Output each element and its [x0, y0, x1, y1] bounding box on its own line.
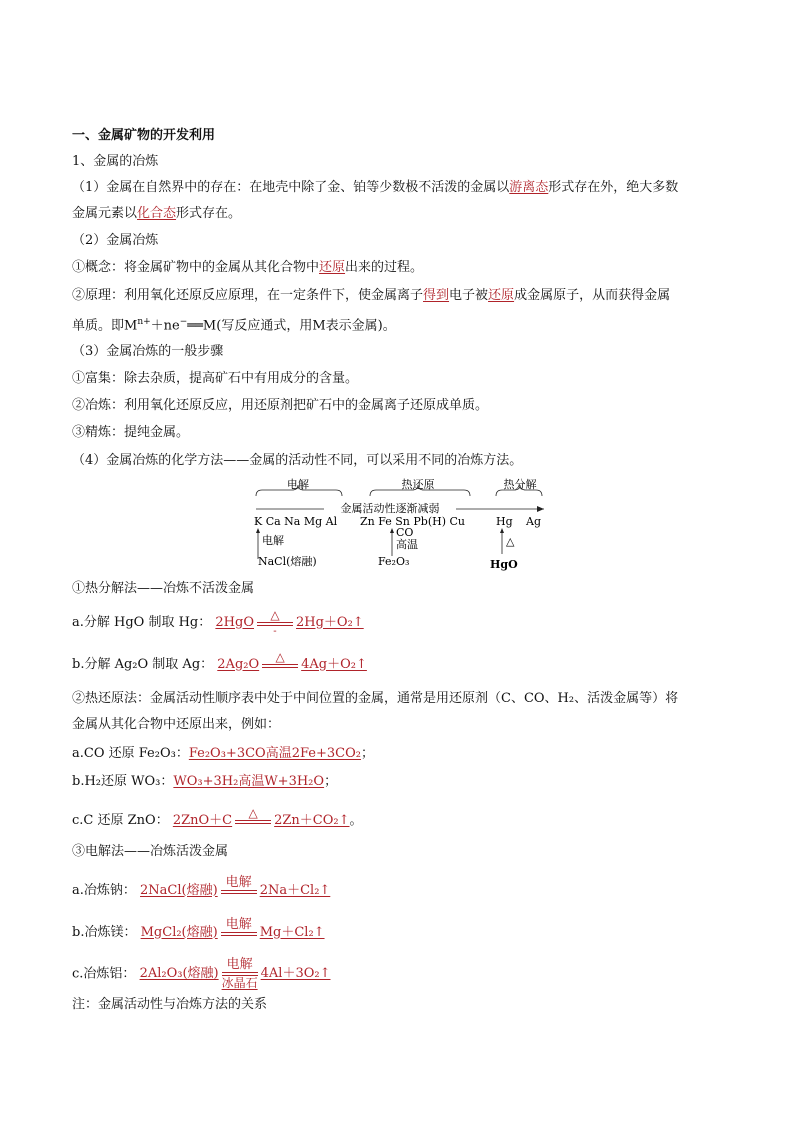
products: 2Hg＋O₂↑ — [296, 614, 364, 630]
eq-label: c.C 还原 ZnO： — [72, 813, 169, 828]
metal-hg: Hg — [496, 515, 513, 528]
eq-zno — [72, 806, 363, 835]
equals-bar — [235, 820, 271, 824]
arrow-head — [390, 528, 394, 533]
text: （1）金属在自然界中的存在：在地壳中除了金、铂等少数极不活泼的金属以 — [72, 180, 510, 195]
equation — [173, 806, 350, 835]
cond-heat: △ — [506, 535, 515, 548]
eq-hgo — [72, 608, 364, 637]
condition-bottom: 冰晶石 — [221, 976, 258, 990]
text: 电子被 — [449, 288, 489, 303]
step-enrich: ①富集：除去杂质，提高矿石中有用成分的含量。 — [72, 371, 359, 386]
step-refine: ③精炼：提纯金属。 — [72, 425, 190, 440]
eq-ag2o — [72, 650, 367, 679]
src-nacl: NaCl(熔融) — [258, 555, 317, 568]
reactants: MgCl₂(熔融) — [140, 924, 218, 940]
paragraph-existence-line2 — [72, 205, 241, 223]
eq-label: b.冶炼镁： — [72, 925, 137, 940]
eq-na — [72, 876, 330, 905]
condition — [222, 958, 258, 990]
condition — [235, 806, 271, 835]
cond-co: CO — [396, 526, 414, 539]
condition-top: △ — [248, 806, 258, 820]
reactants: 2NaCl(熔融) — [140, 882, 218, 898]
equation — [140, 876, 330, 905]
eq-label: a.冶炼钠： — [72, 883, 136, 898]
condition — [221, 876, 257, 905]
punct: ； — [360, 746, 374, 761]
method-thermal-reduction-line1: ②热还原法：金属活动性顺序表中处于中间位置的金属，通常是用还原剂（C、CO、H₂、活泼金属等）将 — [72, 691, 679, 706]
subheading-smelting: （2）金属冶炼 — [72, 233, 159, 248]
answer-combined-state: 化合态 — [137, 206, 177, 221]
method-thermal-reduction-line2: 金属从其化合物中还原出来，例如： — [72, 717, 281, 732]
equals-bar — [262, 664, 298, 668]
equals-bar — [221, 932, 257, 936]
eq-wo3 — [72, 773, 337, 791]
reactants: 2Al₂O₃(熔融) — [139, 966, 219, 981]
arrow-label: 金属活动性逐渐减弱 — [340, 502, 440, 515]
equation — [217, 650, 367, 679]
text: ①概念：将金属矿物中的金属从其化合物中 — [72, 260, 320, 275]
condition-top: 电解 — [225, 917, 252, 932]
text: 单质。即M — [72, 318, 138, 334]
eq-label: c.冶炼铝： — [72, 966, 136, 982]
paragraph-existence-line1 — [72, 179, 678, 197]
metal-ag: Ag — [526, 515, 541, 528]
punct: ； — [324, 774, 338, 789]
eq-label: a.CO 还原 Fe₂O₃： — [72, 746, 189, 761]
condition-top: 电解 — [225, 875, 252, 890]
equation: Fe₂O₃+3CO高温2Fe+3CO₂ — [188, 746, 361, 761]
condition-top: △ — [270, 608, 280, 622]
label-electrolysis: 电解 — [287, 478, 309, 491]
concept-line — [72, 259, 423, 277]
answer-reduced: 还原 — [488, 288, 515, 303]
principle-line1 — [72, 287, 670, 305]
answer-reduce: 还原 — [319, 260, 346, 275]
arrow-head — [500, 528, 504, 533]
eq-mg — [72, 918, 325, 947]
reactants: 2ZnO＋C — [172, 812, 233, 828]
method-electrolysis: ③电解法——冶炼活泼金属 — [72, 844, 229, 859]
section-title: 一、金属矿物的开发利用 — [72, 128, 216, 143]
text: ②原理：利用氧化还原反应原理，在一定条件下，使金属离子 — [72, 288, 424, 303]
answer-free-state: 游离态 — [509, 180, 549, 195]
text: ＋ne — [150, 318, 180, 334]
method-thermal-decomp: ①热分解法——冶炼不活泼金属 — [72, 581, 255, 596]
cond-high-temp: 高温 — [396, 538, 418, 551]
condition-top: △ — [275, 650, 285, 664]
eq-al — [72, 958, 330, 990]
metals-active: K Ca Na Mg Al — [254, 515, 338, 528]
condition — [262, 650, 298, 679]
note: 注：金属活动性与冶炼方法的关系 — [72, 997, 268, 1012]
arrow-head — [256, 528, 260, 533]
src-fe2o3: Fe₂O₃ — [378, 555, 410, 568]
condition — [257, 608, 293, 637]
eq-label: b.分解 Ag₂O 制取 Ag： — [72, 657, 214, 672]
equation: WO₃+3H₂高温W+3H₂O — [173, 774, 325, 789]
equals-bar — [221, 890, 257, 894]
condition — [221, 918, 257, 947]
eq-label: b.H₂还原 WO₃： — [72, 774, 174, 789]
src-hgo: HgO — [490, 558, 518, 571]
eq-fe2o3 — [72, 745, 374, 763]
reactants: 2Ag₂O — [217, 656, 260, 672]
text: 金属元素以 — [72, 206, 138, 221]
products: 4Ag＋O₂↑ — [301, 656, 367, 672]
superscript: − — [179, 317, 188, 327]
text: 形式存在。 — [176, 206, 242, 221]
answer-gain: 得到 — [423, 288, 450, 303]
equation — [141, 918, 325, 947]
label-thermal-decomposition: 热分解 — [503, 478, 537, 491]
cond-electrolysis: 电解 — [262, 534, 284, 547]
equation — [215, 608, 363, 637]
arrow-head — [537, 506, 544, 512]
subheading-steps: （3）金属冶炼的一般步骤 — [72, 344, 224, 359]
condition-bottom: - — [273, 626, 277, 637]
label-thermal-reduction: 热还原 — [401, 478, 435, 491]
step-smelt: ②冶炼：利用氧化还原反应，用还原剂把矿石中的金属离子还原成单质。 — [72, 398, 489, 413]
superscript: n+ — [137, 317, 151, 327]
principle-line2 — [72, 313, 396, 335]
products: Mg＋Cl₂↑ — [259, 924, 325, 940]
metals-middle: Zn Fe Sn Pb(H) Cu — [360, 515, 465, 528]
products: 2Na＋Cl₂↑ — [259, 882, 331, 898]
subsection-metal-smelting: 1、金属的冶炼 — [72, 154, 159, 169]
products: 4Al＋3O₂↑ — [260, 966, 331, 981]
reactants: 2HgO — [215, 614, 254, 630]
text: 成金属原子，从而获得金属 — [514, 288, 671, 303]
subheading-methods: （4）金属冶炼的化学方法——金属的活动性不同，可以采用不同的冶炼方法。 — [72, 453, 523, 468]
text: 出来的过程。 — [345, 260, 424, 275]
text: ══M(写反应通式，用M表示金属)。 — [187, 318, 396, 334]
eq-label: a.分解 HgO 制取 Hg： — [72, 615, 212, 630]
condition-top: 电解 — [226, 957, 253, 972]
equation — [140, 958, 331, 990]
products: 2Zn＋CO₂↑ — [274, 812, 350, 828]
text: 形式存在外，绝大多数 — [548, 180, 679, 195]
metal-activity-diagram — [252, 478, 552, 573]
punct: 。 — [349, 813, 363, 828]
